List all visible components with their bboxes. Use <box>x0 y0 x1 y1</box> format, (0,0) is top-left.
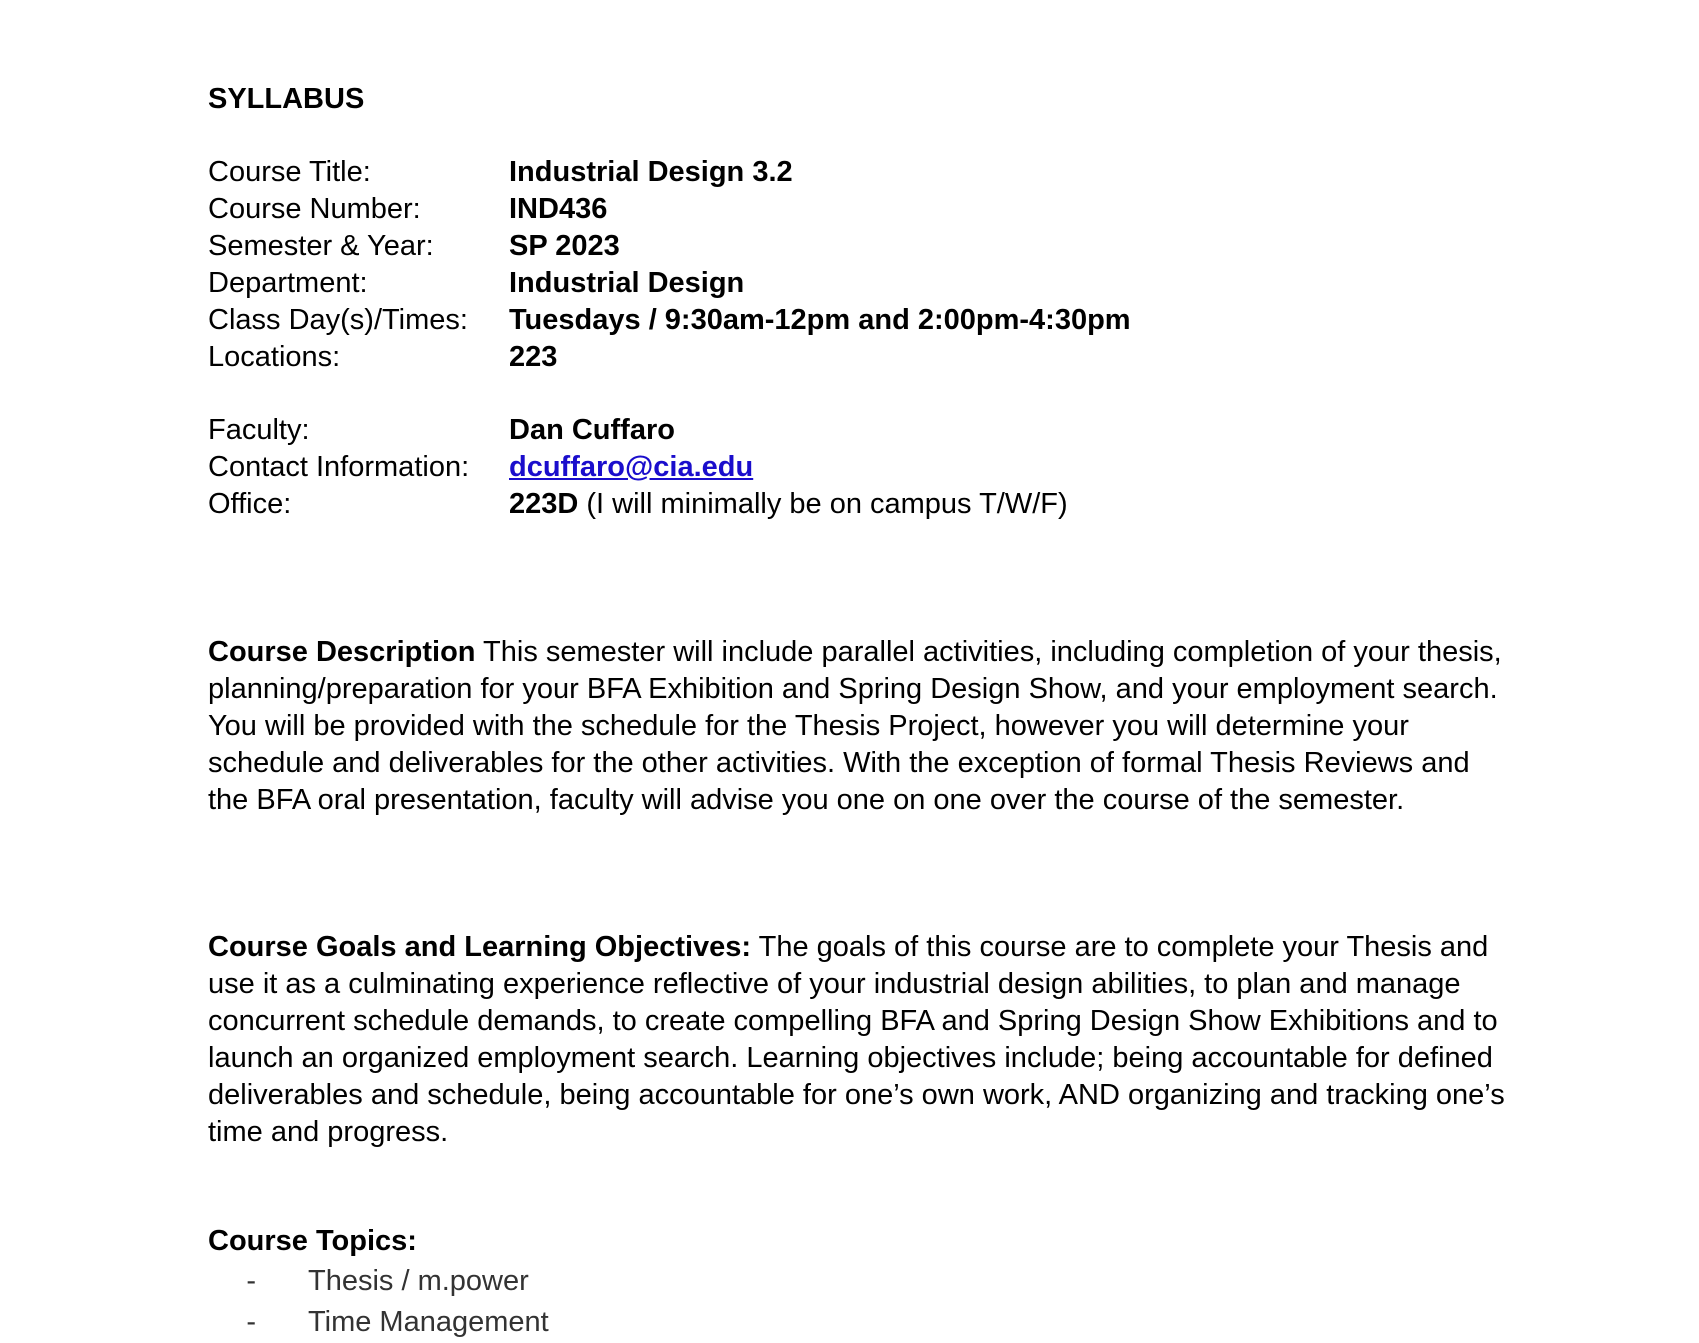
locations-label: Locations: <box>208 341 341 373</box>
contact-label: Contact Information: <box>208 451 470 483</box>
topic-text: Thesis / m.power <box>308 1265 529 1297</box>
office-label: Office: <box>208 488 292 520</box>
course-number-label: Course Number: <box>208 193 421 225</box>
contact-value <box>509 449 753 486</box>
office-note: (I will minimally be on campus T/W/F) <box>578 488 1068 520</box>
course-description-heading: Course Description <box>208 636 476 668</box>
course-title-value: Industrial Design 3.2 <box>509 156 793 188</box>
department-value: Industrial Design <box>509 267 745 299</box>
semester-year-row <box>208 228 1131 265</box>
faculty-info-block <box>208 412 1068 523</box>
class-times-row <box>208 302 1131 339</box>
course-title-row <box>208 154 1131 191</box>
course-number-value: IND436 <box>509 193 608 225</box>
office-row <box>208 486 1068 523</box>
semester-year-value: SP 2023 <box>509 230 620 262</box>
list-item <box>208 1261 549 1302</box>
course-number-row <box>208 191 1131 228</box>
course-topics-heading: Course Topics: <box>208 1225 417 1257</box>
class-times-label: Class Day(s)/Times: <box>208 304 468 336</box>
department-row <box>208 265 1131 302</box>
course-goals-text: The goals of this course are to complete your Thesis and use it as a culminating experience reflective of your industrial design abilities, to plan and manage concurrent schedule demands, to create compelling BFA and Spring Design Show Exhibitions and to launch an organized employment search. Learning objectives include; being accountable for defined deliverables and schedule, being accountable for one’s own work, AND organizing and tracking one’s time and progress. <box>208 931 1505 1148</box>
semester-year-label: Semester & Year: <box>208 230 434 262</box>
course-info-block <box>208 154 1131 376</box>
topic-text: Time Management <box>308 1306 549 1338</box>
office-value <box>509 486 1068 523</box>
office-number: 223D <box>509 488 579 520</box>
bullet-dash: - <box>246 1265 256 1297</box>
locations-row <box>208 339 1131 376</box>
class-times-value: Tuesdays / 9:30am-12pm and 2:00pm-4:30pm <box>509 304 1131 336</box>
faculty-label: Faculty: <box>208 414 310 446</box>
course-description-paragraph <box>208 634 1508 819</box>
course-title-label: Course Title: <box>208 156 371 188</box>
contact-row <box>208 449 1068 486</box>
faculty-row <box>208 412 1068 449</box>
faculty-value: Dan Cuffaro <box>509 414 675 446</box>
course-goals-heading: Course Goals and Learning Objectives: <box>208 931 752 963</box>
course-description-text: This semester will include parallel activities, including completion of your thesis, planning/preparation for your BFA Exhibition and Spring Design Show, and your employment search. You will be provided with the schedule for the Thesis Project, however you will determine your schedule and deliverables for the other activities. With the exception of formal Thesis Reviews and the BFA oral presentation, faculty will advise you one on one over the course of the semester. <box>208 636 1502 816</box>
locations-value: 223 <box>509 341 558 373</box>
course-topics-list <box>208 1261 549 1343</box>
syllabus-heading: SYLLABUS <box>208 83 365 115</box>
department-label: Department: <box>208 267 368 299</box>
list-item <box>208 1302 549 1343</box>
bullet-dash: - <box>246 1306 256 1338</box>
course-goals-paragraph <box>208 929 1508 1151</box>
email-link[interactable]: dcuffaro@cia.edu <box>509 451 754 483</box>
